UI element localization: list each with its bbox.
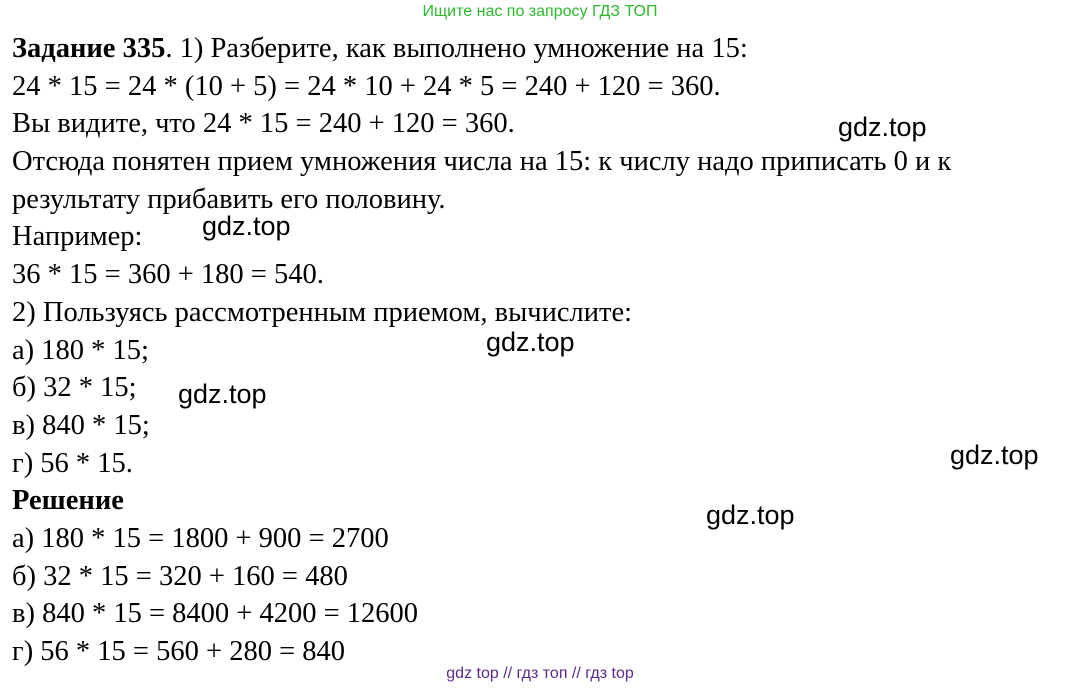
task-line: б) 32 * 15; bbox=[12, 372, 137, 404]
solution-line: в) 840 * 15 = 8400 + 4200 = 12600 bbox=[12, 598, 419, 630]
solution-line: г) 56 * 15 = 560 + 280 = 840 bbox=[12, 636, 346, 667]
task-header bbox=[12, 30, 1072, 68]
top-banner: Ищите нас по запросу ГДЗ ТОП bbox=[422, 3, 658, 20]
task-line: г) 56 * 15. bbox=[12, 447, 133, 479]
task-line: Отсюда понятен прием умножения числа на 15: к числу надо приписать 0 и к bbox=[12, 146, 952, 178]
task-intro: . 1) Разберите, как выполнено умножение на 15: bbox=[165, 33, 748, 64]
task-line: 24 * 15 = 24 * (10 + 5) = 24 * 10 + 24 * 5 = 240 + 120 = 360. bbox=[12, 70, 721, 102]
solution-line: а) 180 * 15 = 1800 + 900 = 2700 bbox=[12, 522, 389, 554]
task-line: 2) Пользуясь рассмотренным приемом, вычислите: bbox=[12, 296, 633, 328]
task-label: Задание 335 bbox=[12, 33, 166, 64]
watermark: gdz.top bbox=[486, 327, 575, 357]
task-line: Вы видите, что 24 * 15 = 240 + 120 = 360. bbox=[12, 108, 515, 140]
watermark: gdz.top bbox=[706, 500, 795, 530]
watermark: gdz.top bbox=[202, 211, 291, 241]
task-line: в) 840 * 15; bbox=[12, 409, 150, 441]
solution-line: б) 32 * 15 = 320 + 160 = 480 bbox=[12, 560, 348, 592]
bottom-banner: gdz top // гдз топ // гдз top bbox=[446, 665, 634, 682]
task-line: а) 180 * 15; bbox=[12, 334, 149, 366]
watermark: gdz.top bbox=[178, 379, 267, 409]
task-line: 36 * 15 = 360 + 180 = 540. bbox=[12, 259, 324, 291]
watermark: gdz.top bbox=[950, 440, 1039, 470]
solution-heading: Решение bbox=[12, 485, 124, 517]
watermark: gdz.top bbox=[838, 112, 927, 142]
task-line: Например: bbox=[12, 221, 143, 253]
task-line: результату прибавить его половину. bbox=[12, 183, 446, 215]
